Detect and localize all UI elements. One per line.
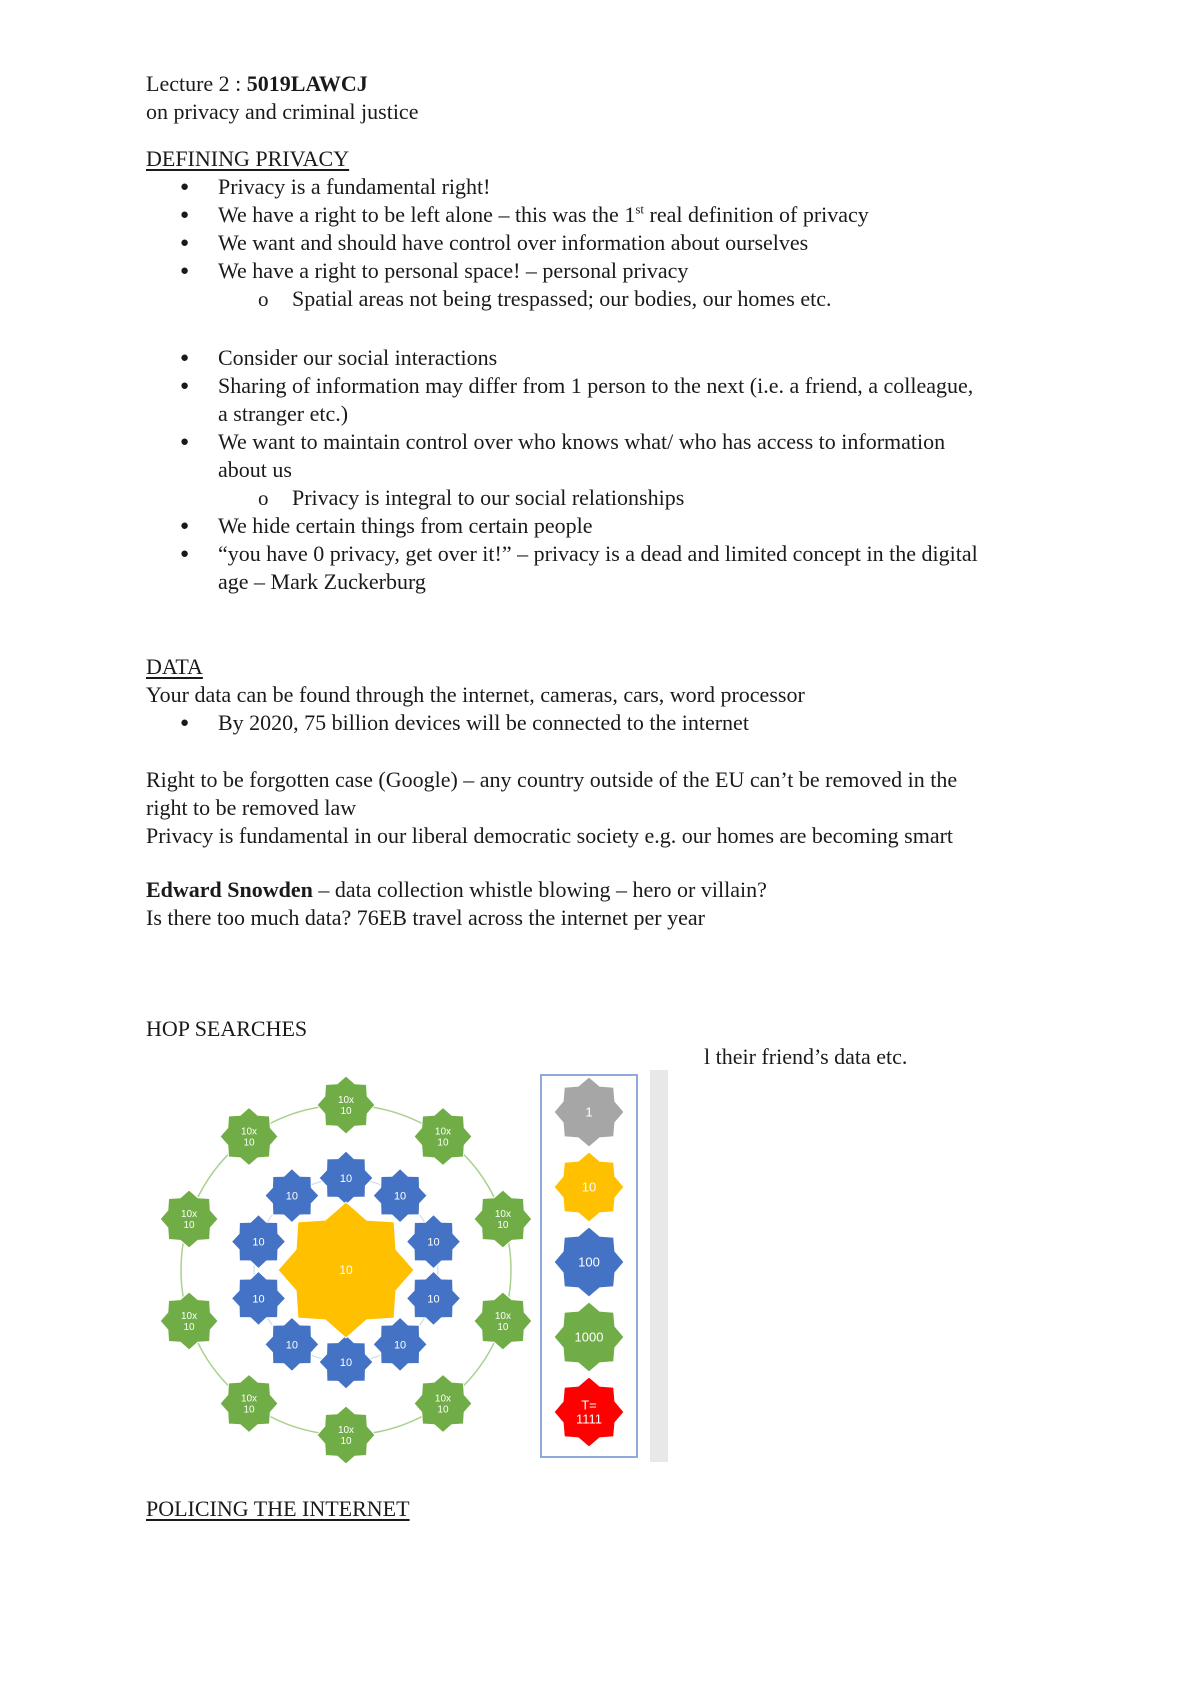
data-intro: Your data can be found through the internet, cameras, cars, word processor [146,682,805,707]
list-item-continuation: age – Mark Zuckerburg [218,569,426,594]
blue-node-label: 10 [339,1356,353,1369]
bullet-icon: ● [180,207,190,223]
green-node-label: 10 [437,1404,449,1416]
green-node-label: 10 [497,1321,509,1333]
lecture-subtitle: on privacy and criminal justice [146,99,419,124]
figure-divider [650,1070,668,1462]
list-item: Privacy is a fundamental right! [218,174,491,199]
legend-node [554,1077,624,1147]
sub-bullet-icon: o [258,486,269,510]
blue-node [407,1215,461,1269]
blue-node [265,1317,319,1371]
list-item: Sharing of information may differ from 1 person to the next (i.e. a friend, a colleague, [218,373,974,398]
clipped-text: l their friend’s data etc. [704,1044,908,1069]
blue-node-label: 10 [393,1190,407,1203]
green-node [160,1190,218,1248]
green-node [317,1406,375,1464]
green-node-label: 10 [340,1436,352,1447]
green-node [220,1108,278,1166]
bullet-icon: ● [180,350,190,366]
green-node-label: 10x [337,1095,355,1106]
blue-node [407,1271,461,1325]
green-node-label: 10 [340,1106,352,1117]
forgotten-line-continuation: right to be removed law [146,795,357,820]
green-node-label: 10x [181,1310,198,1322]
green-node [317,1076,375,1134]
lecture-prefix: Lecture 2 : [146,71,247,96]
snowden-line: Edward Snowden – data collection whistle blowing – hero or villain? [146,877,767,902]
legend-node-label: T= [581,1397,597,1413]
list-item: We want to maintain control over who knows what/ who has access to information [218,429,946,454]
bullet-icon: ● [180,518,190,534]
green-node-label: 10x [494,1310,511,1322]
blue-node-label: 10 [285,1190,299,1203]
green-node-label: 10x [434,1126,452,1138]
blue-node [319,1335,373,1389]
green-node [414,1108,472,1166]
sub-list-item: Privacy is integral to our social relationships [292,485,685,510]
blue-node-label: 10 [393,1339,407,1352]
sub-list-item: Spatial areas not being trespassed; our bodies, our homes etc. [292,286,832,311]
list-item: We have a right to be left alone – this was the 1st real definition of privacy [218,201,869,227]
blue-node [265,1169,319,1223]
green-node-label: 10x [181,1209,198,1221]
bullet-icon: ● [180,546,190,562]
list-item-continuation: about us [218,457,292,482]
legend-node [554,1152,624,1222]
bullet-icon: ● [180,378,190,394]
blue-node-label: 10 [427,1293,440,1306]
blue-node [319,1151,373,1205]
legend-node-label: 1000 [574,1329,604,1345]
list-item: We want and should have control over information about ourselves [218,230,809,255]
blue-node [232,1215,286,1269]
green-node-label: 10 [243,1404,255,1416]
heading-policing: POLICING THE INTERNET [146,1496,410,1521]
blue-node [232,1271,286,1325]
center-node-label: 10 [339,1263,353,1278]
legend-node-label: 10 [581,1179,597,1195]
legend-node-label: 1 [585,1104,593,1120]
list-item: Consider our social interactions [218,345,498,370]
list-item: We have a right to personal space! – personal privacy [218,258,689,283]
blue-node [373,1169,427,1223]
course-code: 5019LAWCJ [246,71,368,96]
blue-node-label: 10 [252,1236,265,1249]
heading-defining-privacy: DEFINING PRIVACY [146,146,350,171]
snowden-name: Edward Snowden [146,877,313,902]
blue-node-label: 10 [252,1293,265,1306]
legend-node [554,1227,624,1297]
green-node [474,1190,532,1248]
bullet-icon: ● [180,235,190,251]
green-node-label: 10 [183,1321,195,1333]
list-item: “you have 0 privacy, get over it!” – privacy is a dead and limited concept in the digital [218,541,978,566]
bullet-icon: ● [180,179,190,195]
legend-node-label: 1111 [575,1411,603,1427]
blue-node-label: 10 [285,1339,299,1352]
bullet-icon: ● [180,715,190,731]
green-node-label: 10x [494,1209,511,1221]
green-node-label: 10 [497,1220,509,1232]
green-node-label: 10x [337,1425,355,1436]
blue-node-label: 10 [427,1236,440,1249]
fundamental-line: Privacy is fundamental in our liberal democratic society e.g. our homes are becoming smart [146,823,954,848]
list-item: We hide certain things from certain people [218,513,593,538]
blue-node-label: 10 [339,1172,353,1185]
green-node-label: 10x [240,1126,258,1138]
green-node-label: 10x [240,1393,258,1405]
forgotten-line: Right to be forgotten case (Google) – any country outside of the EU can’t be removed in the [146,767,958,792]
hop-legend [540,1074,638,1458]
list-item-continuation: a stranger etc.) [218,401,349,426]
green-node [220,1375,278,1433]
bullet-icon: ● [180,434,190,450]
green-node-label: 10 [183,1220,195,1232]
legend-node [554,1302,624,1372]
list-item: By 2020, 75 billion devices will be connected to the internet [218,710,749,735]
blue-node [373,1317,427,1371]
green-node-label: 10 [437,1137,449,1149]
green-node-label: 10 [243,1137,255,1149]
green-node-label: 10x [434,1393,452,1405]
heading-data: DATA [146,654,203,679]
heading-hop-searches: HOP SEARCHES [146,1016,308,1041]
too-much-data-line: Is there too much data? 76EB travel across the internet per year [146,905,705,930]
green-node [160,1292,218,1350]
green-node [474,1292,532,1350]
legend-node [554,1377,624,1447]
lecture-title [146,70,368,98]
bullet-icon: ● [180,263,190,279]
center-node [278,1202,414,1338]
sub-bullet-icon: o [258,287,269,311]
legend-node-label: 100 [578,1254,600,1270]
green-node [414,1375,472,1433]
